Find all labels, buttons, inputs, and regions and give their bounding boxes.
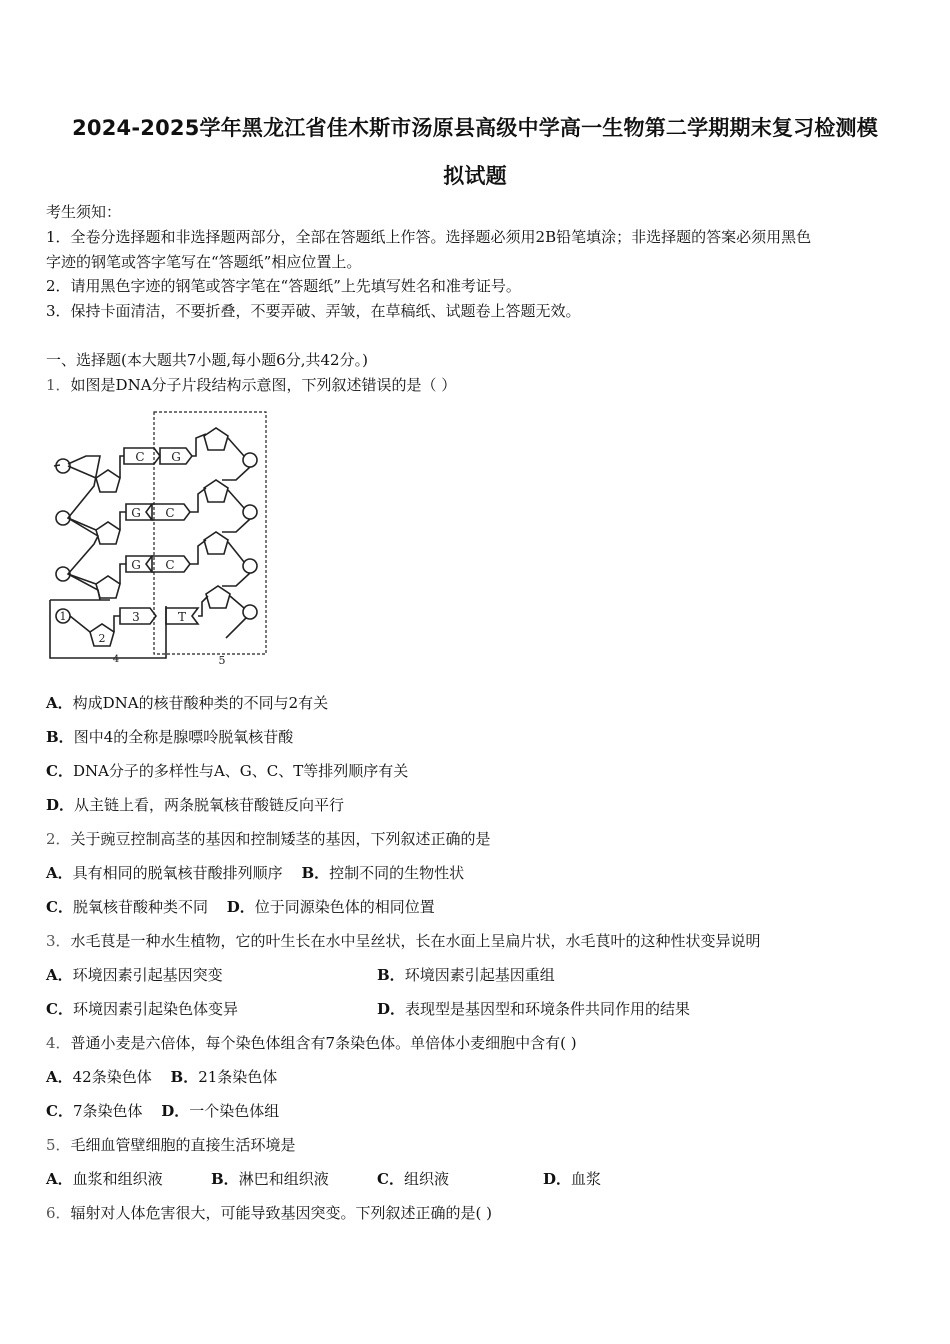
question-stem: 如图是DNA分子片段结构示意图，下列叙述错误的是（ ）: [70, 376, 457, 394]
base-label: G: [171, 450, 181, 464]
notice-heading: 考生须知：: [46, 203, 122, 221]
question-1: [46, 375, 456, 395]
q2-option-c: C．脱氧核苷酸种类不同: [46, 898, 208, 916]
question-stem: 水毛茛是一种水生植物，它的叶生长在水中呈丝状，长在水面上呈扁片状，水毛茛叶的这种性状变异说明: [70, 932, 761, 950]
q3-option-c: C．环境因素引起染色体变异: [46, 1000, 238, 1018]
question-number: 4．: [46, 1034, 71, 1052]
q2-option-b: B．控制不同的生物性状: [301, 864, 465, 882]
q2-option-d: D．位于同源染色体的相同位置: [226, 898, 435, 916]
question-stem: 毛细血管壁细胞的直接生活环境是: [70, 1136, 296, 1154]
q1-option-a: A．构成DNA的核苷酸种类的不同与2有关: [46, 694, 329, 712]
label-2: 2: [98, 632, 106, 645]
question-number: 3．: [46, 932, 71, 950]
q1-option-b: B．图中4的全称是腺嘌呤脱氧核苷酸: [46, 728, 294, 746]
q4-options-row1: [46, 1067, 277, 1087]
notice-item-2: 2．请用黑色字迹的钢笔或答字笔在“答题纸”上先填写姓名和准考证号。: [46, 277, 521, 295]
q5-option-a: A．血浆和组织液: [46, 1170, 163, 1188]
question-number: 5．: [46, 1136, 71, 1154]
base-label: T: [177, 610, 187, 624]
q4-option-d: D．一个染色体组: [161, 1102, 280, 1120]
notice-item-1a: 1．全卷分选择题和非选择题两部分，全部在答题纸上作答。选择题必须用2B铅笔填涂；非选择题的答案必须用黑色: [46, 228, 812, 246]
question-6: [46, 1203, 492, 1223]
base-label: 3: [132, 610, 140, 624]
base-label: C: [165, 558, 175, 572]
right-sugar: [204, 532, 228, 554]
label-4: 4: [112, 654, 120, 665]
dna-structure-diagram: [46, 408, 276, 670]
right-sugar: [206, 586, 230, 608]
q4-option-c: C．7条染色体: [46, 1102, 143, 1120]
page-title-line2: 拟试题: [443, 164, 507, 188]
question-2: [46, 829, 491, 849]
left-sugar: [96, 576, 120, 598]
right-phosphate: [243, 453, 257, 467]
left-sugar: [96, 522, 120, 544]
base-label: G: [131, 506, 141, 520]
right-sugar: [204, 480, 228, 502]
q2-options-row2: [46, 897, 435, 917]
question-4: [46, 1033, 577, 1053]
q1-option-c: C．DNA分子的多样性与A、G、C、T等排列顺序有关: [46, 762, 409, 780]
notice-item-3: 3．保持卡面清洁，不要折叠，不要弄破、弄皱，在草稿纸、试题卷上答题无效。: [46, 302, 581, 320]
page-title-line1: 2024-2025学年黑龙江省佳木斯市汤原县高级中学高一生物第二学期期末复习检测模: [72, 116, 878, 140]
q5-option-d: D．血浆: [543, 1170, 602, 1188]
question-number: 2．: [46, 830, 71, 848]
question-5: [46, 1135, 296, 1155]
q5-option-b: B．淋巴和组织液: [211, 1170, 329, 1188]
question-number: 1．: [46, 376, 71, 394]
q2-option-a: A．具有相同的脱氧核苷酸排列顺序: [46, 864, 283, 882]
question-stem: 普通小麦是六倍体，每个染色体组含有7条染色体。单倍体小麦细胞中含有( ): [70, 1034, 577, 1052]
q5-option-c: C．组织液: [377, 1170, 449, 1188]
base-label: C: [165, 506, 175, 520]
q4-option-b: B．21条染色体: [170, 1068, 278, 1086]
q3-option-d: D．表现型是基因型和环境条件共同作用的结果: [377, 1000, 691, 1018]
question-number: 6．: [46, 1204, 71, 1222]
q3-option-a: A．环境因素引起基因突变: [46, 966, 223, 984]
left-sugar: [96, 470, 120, 492]
label-1: 1: [59, 610, 67, 623]
notice-item-1b: 字迹的钢笔或答字笔写在“答题纸”相应位置上。: [46, 253, 362, 271]
question-3: [46, 931, 761, 951]
q4-option-a: A．42条染色体: [46, 1068, 152, 1086]
question-stem: 辐射对人体危害很大，可能导致基因突变。下列叙述正确的是( ): [70, 1204, 493, 1222]
base-label: C: [135, 450, 145, 464]
q3-option-b: B．环境因素引起基因重组: [377, 966, 555, 984]
q2-options-row1: [46, 863, 464, 883]
right-phosphate: [243, 605, 257, 619]
base-label: G: [131, 558, 141, 572]
q4-options-row2: [46, 1101, 279, 1121]
q1-option-d: D．从主链上看，两条脱氧核苷酸链反向平行: [46, 796, 345, 814]
question-stem: 关于豌豆控制高茎的基因和控制矮茎的基因，下列叙述正确的是: [70, 830, 491, 848]
right-phosphate: [243, 505, 257, 519]
section-heading: 一、选择题(本大题共7小题,每小题6分,共42分。): [46, 351, 368, 369]
label-5: 5: [218, 654, 226, 667]
right-sugar: [204, 428, 228, 450]
right-phosphate: [243, 559, 257, 573]
